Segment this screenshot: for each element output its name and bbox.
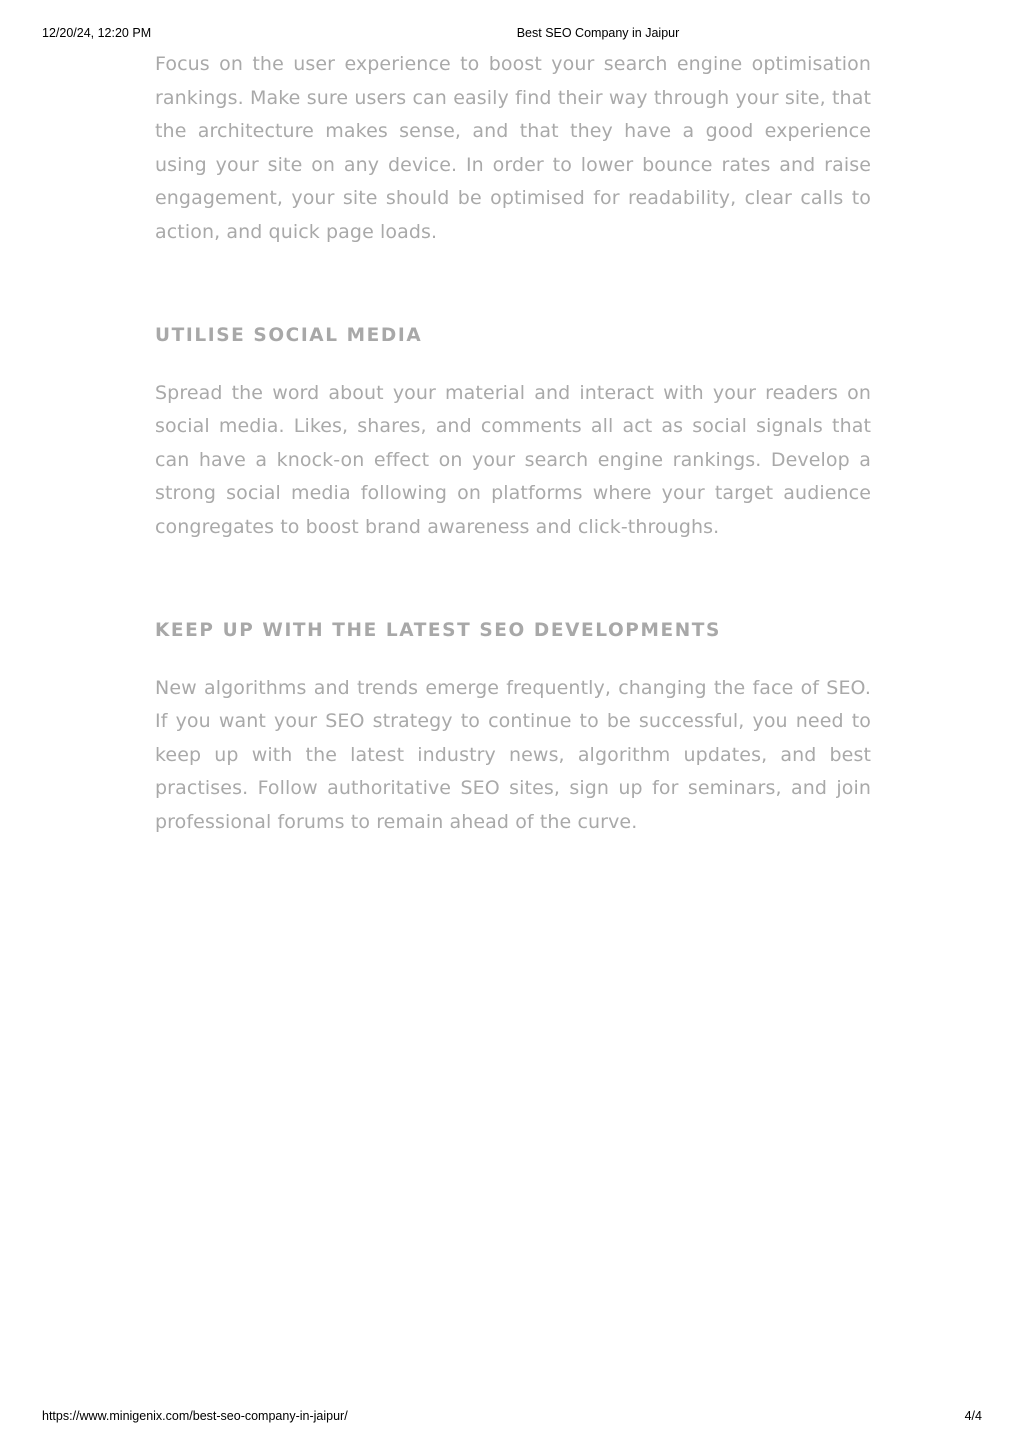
print-page-title: Best SEO Company in Jaipur [516, 26, 680, 40]
print-page-url: https://www.minigenix.com/best-seo-company-in-jaipur/ [42, 1409, 348, 1423]
intro-paragraph: Focus on the user experience to boost your search engine optimisation rankings. Make sure users can easily find their way through your site, that the architecture makes sense, and that they have a good experience using your site on any device. In order to lower bounce rates and raise engagement, your site should be optimised for readability, clear calls to action, and quick page loads. [155, 53, 871, 243]
print-footer [0, 1409, 1024, 1425]
section-heading-seo-developments: KEEP UP WITH THE LATEST SEO DEVELOPMENTS [155, 619, 721, 641]
article-body [155, 48, 871, 840]
print-page-number: 4/4 [964, 1409, 982, 1423]
section-paragraph-seo-developments: New algorithms and trends emerge frequently, changing the face of SEO. If you want your SEO strategy to continue to be successful, you need to keep up with the latest industry news, algorithm updates, and best practises. Follow authoritative SEO sites, sign up for seminars, and join professional forums to remain ahead of the curve. [155, 676, 871, 833]
print-header [0, 26, 1024, 42]
section-heading-social-media: UTILISE SOCIAL MEDIA [155, 324, 423, 346]
section-paragraph-social-media: Spread the word about your material and interact with your readers on social media. Likes, shares, and comments all act as social signals that can have a knock-on effect on your search engine rankings. Develop a strong social media following on platforms where your target audience congregates to boost brand awareness and click-throughs. [155, 381, 871, 538]
print-datetime: 12/20/24, 12:20 PM [42, 26, 152, 40]
